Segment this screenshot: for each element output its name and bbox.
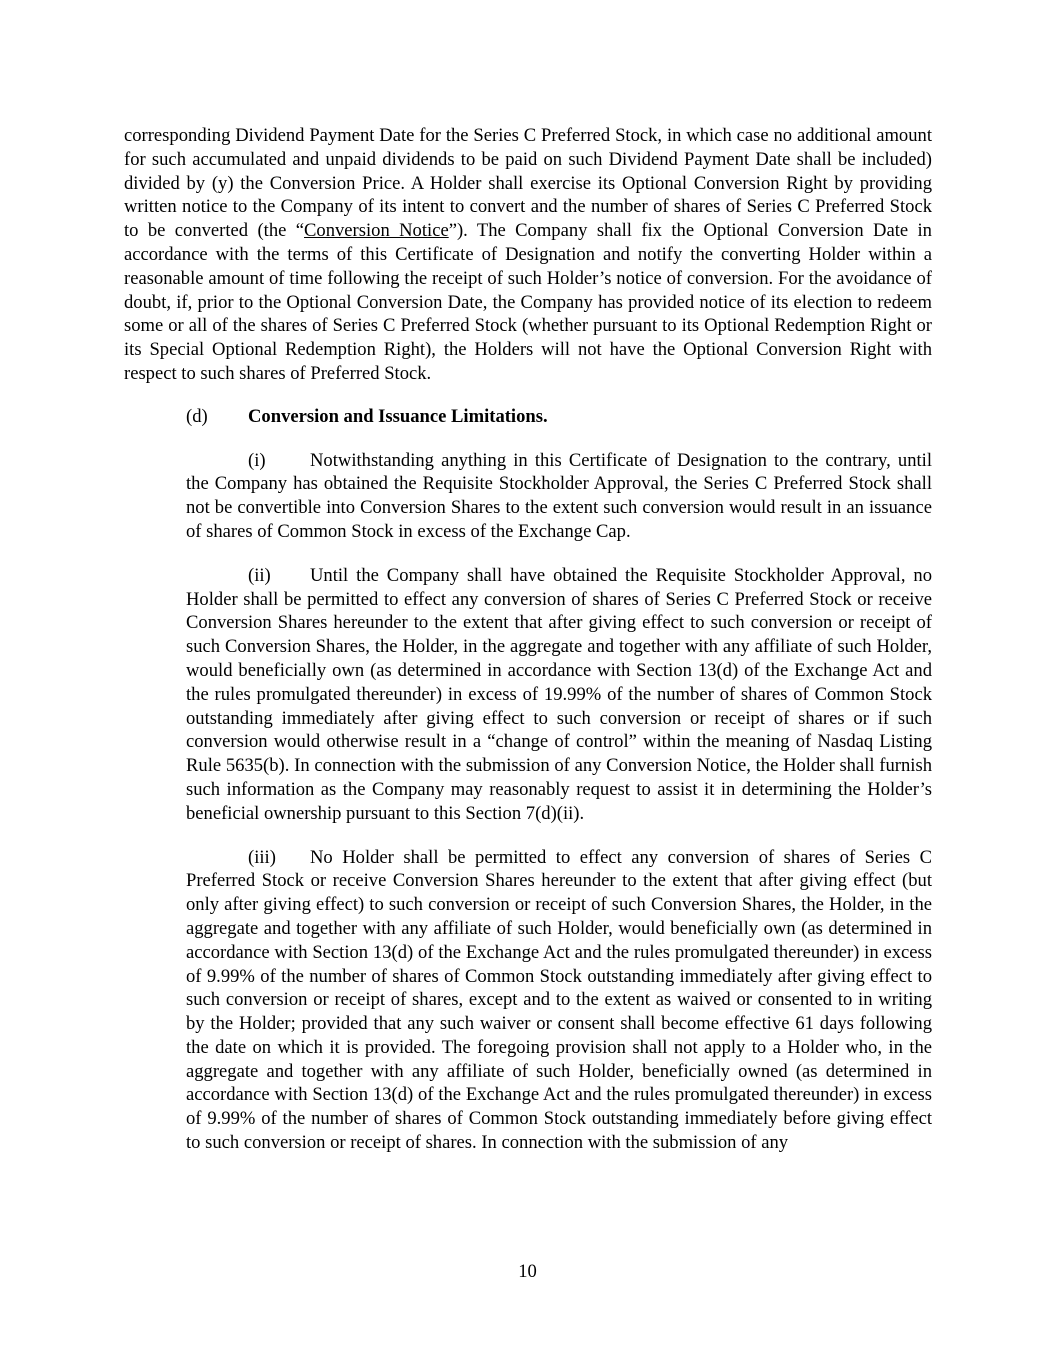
- document-page: [124, 124, 932, 1175]
- subsection-text: Notwithstanding anything in this Certificate of Designation to the contrary, until the Company has obtained the Requisite Stockholder Approval, the Series C Preferred Stock shall not be convertible into Conversion Shares to the extent such conversion would result in an issuance of shares of Common Stock in excess of the Exchange Cap.: [186, 449, 932, 542]
- section-title: Conversion and Issuance Limitations.: [248, 405, 548, 427]
- subsection-number: (ii): [248, 564, 271, 586]
- defined-term-conversion-notice: Conversion Notice: [304, 220, 449, 242]
- subsection-iii: [186, 846, 932, 1155]
- paragraph-text-after: ”). The Company shall fix the Optional Conversion Date in accordance with the terms of this Certificate of Designation and notify the converting Holder within a reasonable amount of time following the receipt of such Holder’s notice of conversion. For the avoidance of doubt, if, prior to the Optional Conversion Date, the Company has provided notice of its election to redeem some or all of the shares of Series C Preferred Stock (whether pursuant to its Optional Redemption Right or its Special Optional Redemption Right), the Holders will not have the Optional Conversion Right with respect to such shares of Preferred Stock.: [124, 220, 932, 384]
- subsection-ii: [186, 564, 932, 826]
- paragraph-text-before: corresponding Dividend Payment Date for the Series C Preferred Stock, in which case no additional amount for such accumulated and unpaid dividends to be paid on such Dividend Payment Date shall be included) divided by (y) the Conversion Price. A Holder shall exercise its Optional Conversion Right by providing written notice to the Company of its intent to convert and the number of shares of Series C Preferred Stock to be converted (the “: [124, 125, 932, 242]
- subsection-text: Until the Company shall have obtained the Requisite Stockholder Approval, no Holder shall be permitted to effect any conversion of shares of Series C Preferred Stock or receive Conversion Shares hereunder to the extent that after giving effect to such conversion or receipt of such Conversion Shares, the Holder, in the aggregate and together with any affiliate of such Holder, would beneficially own (as determined in accordance with Section 13(d) of the Exchange Act and the rules promulgated thereunder) in excess of 19.99% of the number of shares of Common Stock outstanding immediately after giving effect to such conversion or receipt of shares or if such conversion would otherwise result in a “change of control” within the meaning of Nasdaq Listing Rule 5635(b). In connection with the submission of any Conversion Notice, the Holder shall furnish such information as the Company may reasonably request to assist it in determining the Holder’s beneficial ownership pursuant to this Section 7(d)(ii).: [186, 564, 932, 824]
- subsection-i: [186, 449, 932, 544]
- subsection-number: (i): [248, 449, 266, 471]
- subsection-number: (iii): [248, 846, 276, 868]
- paragraph-conversion-notice: [124, 124, 932, 386]
- subsection-text: No Holder shall be permitted to effect any conversion of shares of Series C Preferred Stock or receive Conversion Shares hereunder to the extent that after giving effect (but only after giving effect) to such conversion or receipt of such Conversion Shares, the Holder, in the aggregate and together with any affiliate of such Holder, would beneficially own (as determined in accordance with Section 13(d) of the Exchange Act and the rules promulgated thereunder) in excess of 9.99% of the number of shares of Common Stock outstanding immediately after giving effect to such conversion or receipt of shares, except and to the extent as waived or consented to in writing by the Holder; provided that any such waiver or consent shall become effective 61 days following the date on which it is provided. The foregoing provision shall not apply to a Holder who, in the aggregate and together with any affiliate of such Holder, beneficially owned (as determined in accordance with Section 13(d) of the Exchange Act and the rules promulgated thereunder) in excess of 9.99% of the number of shares of Common Stock outstanding immediately before giving effect to such conversion or receipt of shares. In connection with the submission of any: [186, 846, 932, 1154]
- section-number: (d): [186, 405, 208, 427]
- section-heading-d: [186, 405, 932, 429]
- page-number: 10: [518, 1261, 537, 1282]
